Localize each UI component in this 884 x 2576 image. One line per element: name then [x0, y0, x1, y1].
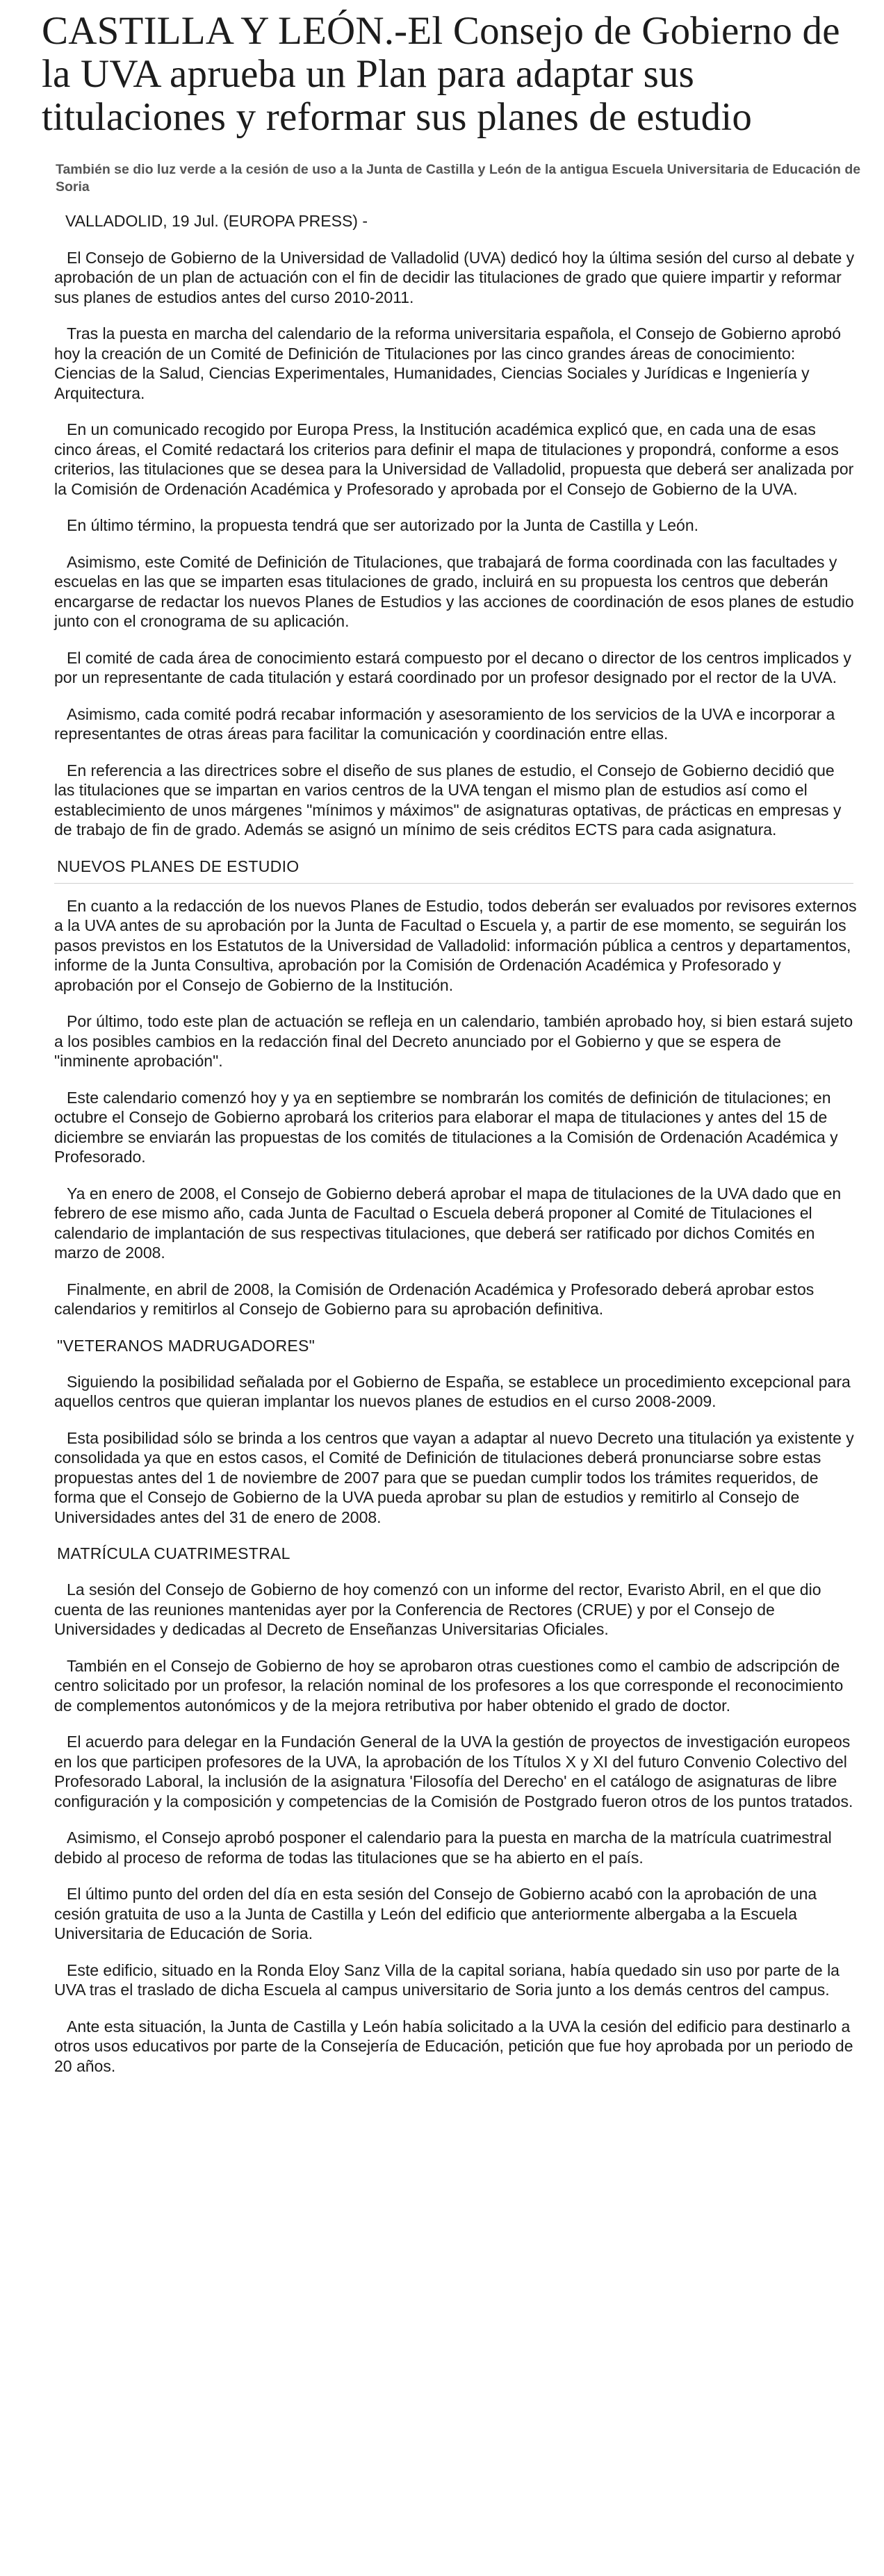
paragraph: También en el Consejo de Gobierno de hoy se aprobaron otras cuestiones como el cambio de adscripción de centro solicitado por un profesor, la relación nominal de los profesores a los que corresponde el reconocimiento de complementos autonómicos y de la mejora retributiva por haber obtenido el grado de doctor. — [54, 1656, 844, 1715]
paragraph: Este calendario comenzó hoy y ya en septiembre se nombrarán los comités de definición de titulaciones; en octubre el Consejo de Gobierno aprobará los criterios para elaborar el mapa de titulaciones y antes del 15 de diciembre se enviarán las propuestas de los comités de titulaciones a la Comisión de Ordenación Académica y Profesorado. — [54, 1088, 838, 1166]
paragraph: En un comunicado recogido por Europa Press, la Institución académica explicó que, en cada una de esas cinco áreas, el Comité redactará los criterios para definir el mapa de titulaciones y propondrá, conforme a esos criterios, las titulaciones que se desea para la Universidad de Valladolid, propuesta que deberá ser analizada por la Comisión de Ordenación Académica y Profesorado y aprobada por el Consejo de Gobierno de la UVA. — [54, 420, 854, 498]
section-heading-matricula: MATRÍCULA CUATRIMESTRAL — [57, 1544, 290, 1562]
article-body — [54, 211, 876, 2076]
paragraph: El comité de cada área de conocimiento estará compuesto por el decano o director de los centros implicados y por un representante de cada titulación y estará coordinado por un profesor designado por el rector de la UVA. — [54, 648, 851, 686]
divider — [54, 883, 853, 884]
paragraph: Asimismo, cada comité podrá recabar información y asesoramiento de los servicios de la UVA e incorporar a representantes de otras áreas para facilitar la comunicación y coordinación entre ellas. — [54, 704, 835, 743]
paragraph: Este edificio, situado en la Ronda Eloy Sanz Villa de la capital soriana, había quedado sin uso por parte de la UVA tras el traslado de dicha Escuela al campus universitario de Soria junto a los demás centros del campus. — [54, 1960, 840, 1999]
paragraph: En referencia a las directrices sobre el diseño de sus planes de estudio, el Consejo de Gobierno decidió que las titulaciones que se impartan en varios centros de la UVA tengan el mismo plan de estudios así como el establecimiento de unos márgenes "mínimos y máximos" de asignaturas optativas, de prácticas en empresas y de trabajo de fin de grado. Además se asignó un mínimo de seis créditos ECTS para cada asignatura. — [54, 761, 842, 839]
paragraph: Por último, todo este plan de actuación se refleja en un calendario, también aprobado hoy, si bien estará sujeto a los posibles cambios en la redacción final del Decreto anunciado por el Gobierno y que se espera de "inminente aprobación". — [54, 1012, 853, 1070]
subtitle: También se dio luz verde a la cesión de uso a la Junta de Castilla y León de la antigua Escuela Universitaria de Educación de Soria — [56, 162, 861, 195]
paragraph: El último punto del orden del día en esta sesión del Consejo de Gobierno acabó con la aprobación de una cesión gratuita de uso a la Junta de Castilla y León del edificio que anteriormente albergaba a la Escuela Universitaria de Educación de Soria. — [54, 1885, 817, 1942]
paragraph: La sesión del Consejo de Gobierno de hoy comenzó con un informe del rector, Evaristo Abril, en el que dio cuenta de las reuniones mantenidas ayer por la Conferencia de Rectores (CRUE) y por el Consejo de Universidades y dedicadas al Decreto de Enseñanzas Universitarias Oficiales. — [54, 1580, 821, 1638]
paragraph: Ante esta situación, la Junta de Castilla y León había solicitado a la UVA la cesión del edificio para destinarlo a otros usos educativos por parte de la Consejería de Educación, petición que fue hoy aprobada por un periodo de 20 años. — [54, 2017, 853, 2075]
headline: CASTILLA Y LEÓN.-El Consejo de Gobierno de la UVA aprueba un Plan para adaptar sus titulaciones y reformar sus planes de estudio — [42, 9, 840, 139]
paragraph: Esta posibilidad sólo se brinda a los centros que vayan a adaptar al nuevo Decreto una titulación ya existente y consolidada ya que en estos casos, el Comité de Definición de titulaciones deberá pronunciarse sobre estas propuestas antes del 1 de noviembre de 2007 para que se puedan cumplir todos los trámites requeridos, de forma que el Consejo de Gobierno de la UVA pueda aprobar su plan de estudios y remitirlo al Consejo de Universidades antes del 31 de enero de 2008. — [54, 1428, 854, 1526]
paragraph: Asimismo, el Consejo aprobó posponer el calendario para la puesta en marcha de la matrícula cuatrimestral debido al proceso de reforma de todas las titulaciones que se ha abierto en el país. — [54, 1828, 832, 1867]
dateline: VALLADOLID, 19 Jul. (EUROPA PRESS) - — [65, 212, 368, 230]
paragraph: El acuerdo para delegar en la Fundación General de la UVA la gestión de proyectos de investigación europeos en los que participen profesores de la UVA, la aprobación de los Títulos X y XI del futuro Convenio Colectivo del Profesorado Laboral, la inclusión de la asignatura 'Filosofía del Derecho' en el catálogo de asignaturas de libre configuración y la composición y competencias de la Comisión de Postgrado fueron otros de los puntos tratados. — [54, 1733, 853, 1810]
paragraph: En último término, la propuesta tendrá que ser autorizado por la Junta de Castilla y León. — [67, 516, 699, 534]
paragraph: Finalmente, en abril de 2008, la Comisión de Ordenación Académica y Profesorado deberá aprobar estos calendarios y remitirlos al Consejo de Gobierno para su aprobación definitiva. — [54, 1280, 815, 1318]
paragraph: Siguiendo la posibilidad señalada por el Gobierno de España, se establece un procedimiento excepcional para aquellos centros que quieran implantar los nuevos planes de estudios en el curso 2008-2009. — [54, 1372, 851, 1410]
paragraph: Ya en enero de 2008, el Consejo de Gobierno deberá aprobar el mapa de titulaciones de la UVA dado que en febrero de ese mismo año, cada Junta de Facultad o Escuela deberá proponer al Comité de Titulaciones el calendario de implantación de sus respectivas titulaciones, que deberá ser ratificado por dichos Comités en marzo de 2008. — [54, 1184, 842, 1262]
paragraph: Asimismo, este Comité de Definición de Titulaciones, que trabajará de forma coordinada con las facultades y escuelas en las que se imparten esas titulaciones de grado, incluirá en su propuesta los centros que deberán encargarse de redactar los nuevos Planes de Estudios y las acciones de coordinación de esos planes de estudio junto con el cronograma de su aplicación. — [54, 552, 854, 630]
section-heading-veteranos: "VETERANOS MADRUGADORES" — [57, 1336, 316, 1355]
paragraph: Tras la puesta en marcha del calendario de la reforma universitaria española, el Consejo de Gobierno aprobó hoy la creación de un Comité de Definición de Titulaciones por las cinco grandes áreas de conocimiento: Ciencias de la Salud, Ciencias Experimentales, Humanidades, Ciencias Sociales y Jurídicas e Ingeniería y Arquitectura. — [54, 324, 842, 402]
section-heading-nuevos-planes: NUEVOS PLANES DE ESTUDIO — [57, 857, 300, 875]
paragraph: El Consejo de Gobierno de la Universidad de Valladolid (UVA) dedicó hoy la última sesión del curso al debate y aprobación de un plan de actuación con el fin de decidir las titulaciones de grado que quiere impartir y reformar sus planes de estudios antes del curso 2010-2011. — [54, 248, 855, 306]
paragraph: En cuanto a la redacción de los nuevos Planes de Estudio, todos deberán ser evaluados por revisores externos a la UVA antes de su aprobación por la Junta de Facultad o Escuela y, a partir de ese momento, se seguirán los pasos previstos en los Estatutos de la Universidad de Valladolid: información pública a centros y departamentos, informe de la Junta Consultiva, aprobación por la Comisión de Ordenación Académica y Profesorado y aprobación por el Consejo de Gobierno de la Institución. — [54, 896, 857, 994]
